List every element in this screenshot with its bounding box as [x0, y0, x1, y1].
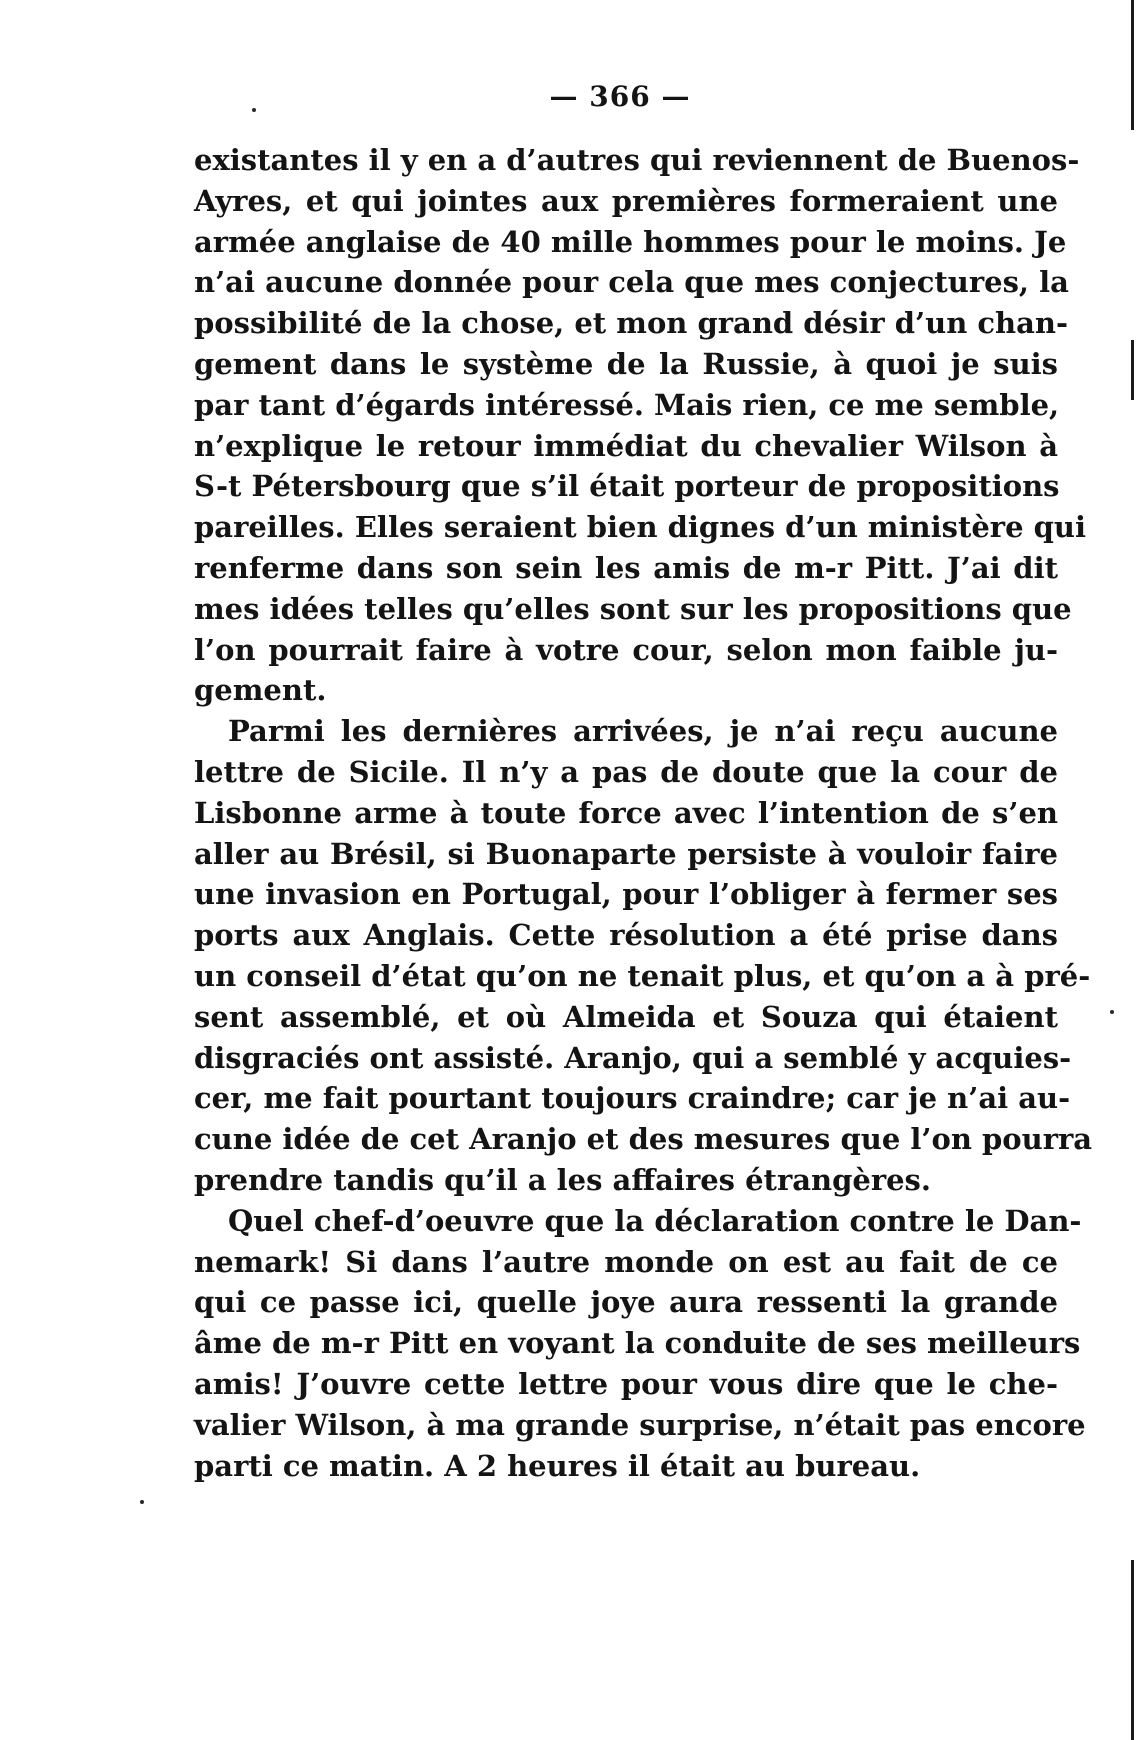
page-edge-rule: [1131, 340, 1134, 400]
text-line: âme de m-r Pitt en voyant la conduite de ses meilleurs: [194, 1326, 1081, 1361]
text-line: cer, me fait pourtant toujours craindre; car je n’ai au-: [194, 1081, 1071, 1116]
text-line: par tant d’égards intéressé. Mais rien, ce me semble,: [194, 387, 1060, 422]
page-number: — 366 —: [549, 80, 691, 113]
text-line: possibilité de la chose, et mon grand désir d’un chan-: [194, 306, 1069, 341]
text-line: Lisbonne arme à toute force avec l’intention de s’en: [194, 795, 1058, 830]
text-line: une invasion en Portugal, pour l’obliger à fermer ses: [194, 877, 1058, 912]
body-text: [194, 140, 1093, 1486]
page-edge-rule: [1131, 1560, 1134, 1740]
text-line: parti ce matin. A 2 heures il était au bureau.: [194, 1448, 921, 1483]
paragraph: [194, 140, 1086, 711]
page-edge-rule: [1131, 0, 1134, 130]
text-line: pareilles. Elles seraient bien dignes d’un ministère qui: [194, 510, 1086, 545]
paragraph: [194, 1201, 1086, 1487]
text-line: S-t Pétersbourg que s’il était porteur de propositions: [194, 469, 1060, 504]
paper-speck: [140, 1500, 144, 1504]
text-line: prendre tandis qu’il a les affaires étrangères.: [194, 1162, 931, 1197]
text-line: sent assemblé, et où Almeida et Souza qui étaient: [194, 999, 1058, 1034]
text-line: n’explique le retour immédiat du chevalier Wilson à: [194, 428, 1058, 463]
text-line: renferme dans son sein les amis de m-r Pitt. J’ai dit: [194, 550, 1058, 585]
text-line: l’on pourrait faire à votre cour, selon mon faible ju-: [194, 632, 1058, 667]
paragraph: [194, 711, 1093, 1201]
text-line: armée anglaise de 40 mille hommes pour le moins. Je: [194, 224, 1067, 259]
text-line: amis! J’ouvre cette lettre pour vous dire que le che-: [194, 1366, 1058, 1401]
text-line: gement.: [194, 673, 327, 708]
paper-speck: [1110, 1010, 1114, 1014]
paper-speck: [252, 108, 256, 112]
text-line: nemark! Si dans l’autre monde on est au fait de ce: [194, 1244, 1058, 1279]
text-line: lettre de Sicile. Il n’y a pas de doute que la cour de: [194, 754, 1058, 789]
text-line: n’ai aucune donnée pour cela que mes conjectures, la: [194, 265, 1069, 300]
text-line: Ayres, et qui jointes aux premières formeraient une: [194, 183, 1058, 218]
text-line: existantes il y en a d’autres qui reviennent de Buenos-: [194, 143, 1080, 177]
text-line: ports aux Anglais. Cette résolution a été prise dans: [194, 918, 1058, 953]
text-line: Quel chef-d’oeuvre que la déclaration contre le Dan-: [228, 1203, 1082, 1238]
text-line: valier Wilson, à ma grande surprise, n’était pas encore: [194, 1407, 1086, 1442]
text-line: un conseil d’état qu’on ne tenait plus, et qu’on a à pré-: [194, 958, 1091, 993]
text-line: cune idée de cet Aranjo et des mesures que l’on pourra: [194, 1122, 1093, 1157]
text-line: gement dans le système de la Russie, à quoi je suis: [194, 346, 1058, 381]
text-line: aller au Brésil, si Buonaparte persiste à vouloir faire: [194, 836, 1058, 871]
text-line: Parmi les dernières arrivées, je n’ai reçu aucune: [228, 714, 1058, 749]
text-line: disgraciés ont assisté. Aranjo, qui a semblé y acquies-: [194, 1040, 1072, 1075]
text-line: mes idées telles qu’elles sont sur les propositions que: [194, 591, 1072, 626]
text-line: qui ce passe ici, quelle joye aura ressenti la grande: [194, 1285, 1058, 1320]
